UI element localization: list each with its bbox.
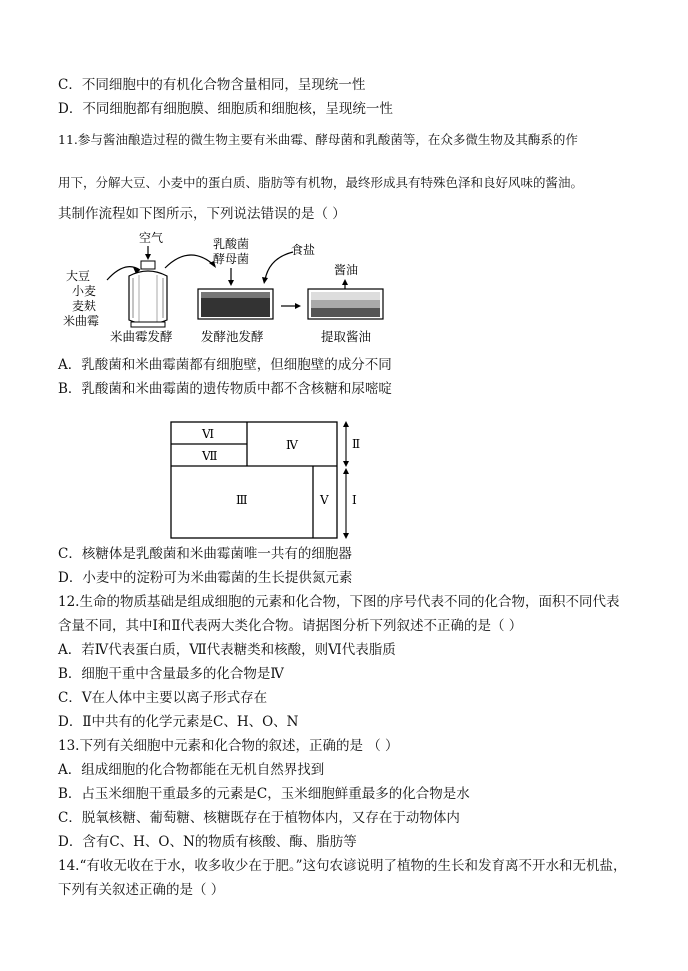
fermentation-pool-icon: [198, 289, 273, 319]
q10-option-d: D．不同细胞都有细胞膜、细胞质和细胞核，呈现统一性: [58, 101, 393, 117]
label-III: Ⅲ: [236, 493, 248, 507]
q14-stem-line1: 14.“有收无收在于水，收多收少在于肥。”这句农谚说明了植物的生长和发育离不开水和无机盐，: [58, 858, 627, 874]
label-VI: Ⅵ: [202, 427, 215, 441]
salt-label: 食盐: [291, 243, 316, 257]
soy-sauce-label: 酱油: [334, 263, 359, 277]
q13-option-c: C．脱氧核糖、葡萄糖、核糖既存在于植物体内，又存在于动物体内: [58, 810, 460, 826]
bracket-I-arrow: [343, 468, 349, 539]
q11-option-c: C．核糖体是乳酸菌和米曲霉菌唯一共有的细胞器: [58, 546, 352, 562]
stage-aspergillus-fermentation: 米曲霉发酵: [110, 329, 173, 344]
microbe-lactobacillus: 乳酸菌: [213, 237, 250, 251]
q12-option-b: B．细胞干重中含量最多的化合物是Ⅳ: [58, 666, 284, 682]
microbe-yeast: 酵母菌: [213, 252, 250, 266]
q11-stem-line3: 其制作流程如下图所示，下列说法错误的是（ ）: [58, 206, 346, 222]
label-VII: Ⅶ: [202, 449, 218, 463]
compound-area-diagram: [168, 418, 378, 544]
q13-option-b: B．占玉米细胞干重最多的元素是C，玉米细胞鲜重最多的化合物是水: [58, 786, 470, 802]
arrow-to-pool: [165, 255, 215, 268]
air-label: 空气: [139, 231, 164, 245]
ingredient-bran: 麦麸: [72, 299, 97, 313]
stage-extract-soy-sauce: 提取酱油: [321, 329, 372, 344]
label-V: Ⅴ: [320, 493, 329, 507]
q11-stem-line2: 用下，分解大豆、小麦中的蛋白质、脂肪等有机物，最终形成具有特殊色泽和良好风味的酱油。: [58, 175, 584, 190]
arrow-salt: [265, 252, 293, 280]
label-II: Ⅱ: [352, 437, 361, 451]
q13-option-d: D．含有C、H、O、N的物质有核酸、酶、脂肪等: [58, 834, 357, 850]
q11-stem-line1: 11.参与酱油酿造过程的微生物主要有米曲霉、酵母菌和乳酸菌等，在众多微生物及其酶系的作: [58, 132, 578, 147]
label-I: Ⅰ: [352, 493, 357, 507]
q10-option-c: C．不同细胞中的有机化合物含量相同，呈现统一性: [58, 77, 366, 93]
ingredient-soybean: 大豆: [66, 269, 91, 283]
q12-stem-line2: 含量不同，其中Ⅰ和Ⅱ代表两大类化合物。请据图分析下列叙述不正确的是（ ）: [58, 618, 523, 634]
extraction-tank-icon: [308, 289, 383, 319]
q14-stem-line2: 下列有关叙述正确的是（ ）: [58, 882, 225, 898]
q13-stem: 13.下列有关细胞中元素和化合物的叙述，正确的是 （ ）: [58, 738, 399, 754]
label-IV: Ⅳ: [286, 438, 298, 452]
stage-pool-fermentation: 发酵池发酵: [201, 329, 264, 344]
bracket-II-arrow: [343, 421, 349, 467]
q13-option-a: A．组成细胞的化合物都能在无机自然界找到: [58, 762, 325, 778]
q11-option-b: B．乳酸菌和米曲霉菌的遗传物质中都不含核糖和尿嘧啶: [58, 381, 392, 397]
q11-option-a: A．乳酸菌和米曲霉菌都有细胞壁，但细胞壁的成分不同: [58, 357, 392, 373]
q12-option-d: D．Ⅱ中共有的化学元素是C、H、O、N: [58, 714, 299, 730]
q11-option-d: D．小麦中的淀粉可为米曲霉菌的生长提供氮元素: [58, 570, 353, 586]
ingredient-aspergillus: 米曲霉: [63, 314, 100, 328]
q12-stem-line1: 12.生命的物质基础是组成细胞的元素和化合物，下图的序号代表不同的化合物，面积不同代表: [58, 594, 620, 610]
q12-option-c: C．Ⅴ在人体中主要以离子形式存在: [58, 690, 268, 706]
soy-sauce-process-figure: [55, 228, 395, 348]
ingredient-wheat: 小麦: [72, 284, 97, 298]
q12-option-a: A．若Ⅳ代表蛋白质，Ⅶ代表糖类和核酸，则Ⅵ代表脂质: [58, 642, 396, 658]
